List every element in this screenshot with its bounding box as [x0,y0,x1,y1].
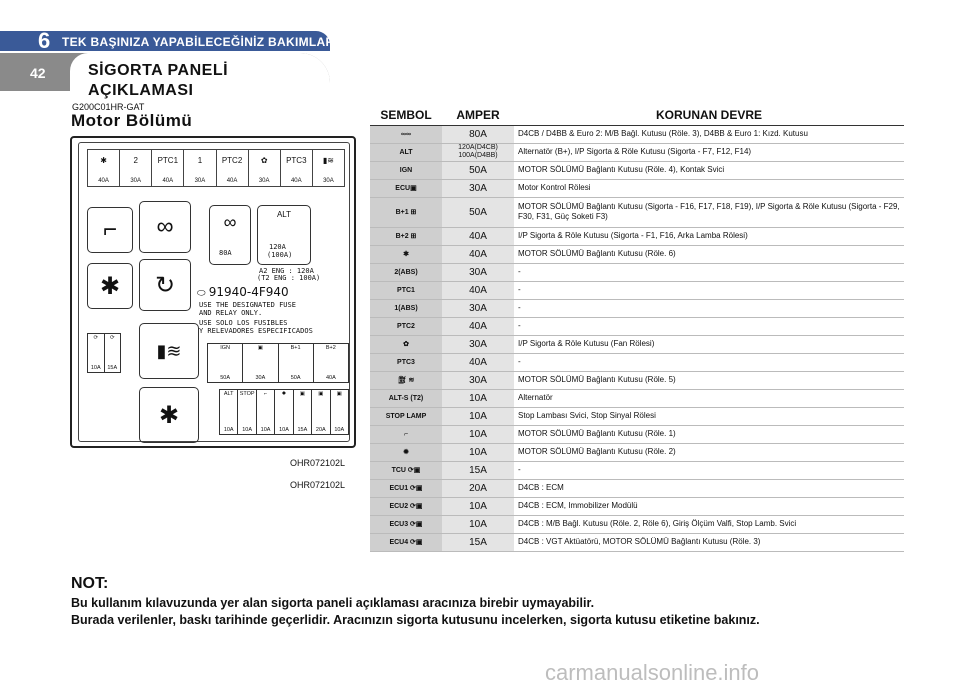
table-row [370,335,904,353]
fuse-box-inner [78,142,350,442]
figure-ref: OHR072102L [290,458,346,468]
fuse-amp: 30A [130,178,142,184]
symbol-cell: 2(ABS) [370,263,442,281]
fuse-amp: 40A [162,178,174,184]
table-row [370,161,904,179]
ecu-icon: ▣ [336,391,342,397]
table-row [370,479,904,497]
description-cell: MOTOR SÖLÜMÜ Bağlantı Kutusu (Röle. 5) [514,371,904,389]
symbol-cell: ECU3 ⟳▣ [370,515,442,533]
header-devre: KORUNAN DEVRE [514,105,904,125]
table-header-row [370,105,904,125]
fuse-label: 1 [197,155,203,165]
description-cell: D4CB / D4BB & Euro 2: M/B Bağl. Kutusu (Röle. 3), D4BB & Euro 1: Kızd. Kutusu [514,125,904,143]
description-cell: - [514,263,904,281]
table-row [370,497,904,515]
figure-ref: OHR072102L [290,480,346,490]
description-cell: D4CB : M/B Bağl. Kutusu (Röle. 2, Röle 6), Giriş Ölçüm Valfi, Stop Lamb. Svici [514,515,904,533]
cooling-icon: ✱ [100,155,107,165]
fuse-amp: 40A [226,178,238,184]
amper-cell: 40A [442,281,514,299]
table-row [370,245,904,263]
symbol-cell: ALT [370,143,442,161]
description-cell: Alternatör (B+), I/P Sigorta & Röle Kutusu (Sigorta - F7, F12, F14) [514,143,904,161]
amper-cell: 20A [442,479,514,497]
amper-cell: 10A [442,515,514,533]
table-row [370,389,904,407]
symbol-cell: TCU ⟳▣ [370,461,442,479]
amper-cell: 30A [442,299,514,317]
fuse-mid-cell: IGN 50A [208,344,243,382]
t2-note: (T2 ENG : 100A) [257,274,321,282]
fuse-box-diagram [70,136,356,448]
fuse-left-cell: ⟳ 10A [88,334,105,372]
amper-cell: 15A [442,461,514,479]
table-row [370,533,904,551]
glow-fuse-block: ∞ [209,205,251,265]
symbol-cell: B+1 ⊞ [370,197,442,227]
glow-fuse-amp: 80A [219,249,232,257]
cooling-relay-icon: ✱ [87,263,133,309]
table-row [370,461,904,479]
description-cell: - [514,299,904,317]
chapter-title: TEK BAŞINIZA YAPABİLECEĞİNİZ BAKIMLAR [62,35,335,49]
table-row [370,197,904,227]
amper-cell: 50A [442,161,514,179]
fuse-amp: 40A [290,178,302,184]
table-row [370,125,904,143]
amper-cell: 120A(D4CB) 100A(D4BB) [442,143,514,161]
fuse-table [370,105,904,552]
warning-line: Y RELEVADORES ESPECIFICADOS [199,327,313,335]
table-row [370,407,904,425]
alt-label: ALT [276,210,292,219]
fuse-top-cell [152,150,184,186]
fuse-mid-cell: ▣ 30A [243,344,278,382]
part-number: ⬭ 91940-4F940 [197,285,289,299]
fan-icon: ✿ [260,155,268,165]
fuse-mid-cell: B+1 50A [279,344,314,382]
a2-note: A2 ENG : 120A [259,267,314,275]
table-row [370,143,904,161]
fuse-amp: 30A [323,178,334,184]
symbol-cell: B+2 ⊞ [370,227,442,245]
symbol-cell: 1(ABS) [370,299,442,317]
amper-cell: 15A [442,533,514,551]
amper-cell: 40A [442,353,514,371]
ecu-icon: ▣ [299,391,305,397]
gear-icon: ✹ [281,391,287,397]
fuse-label: PTC3 [286,155,307,165]
glow-relay-icon: ∞ [139,201,191,253]
document-code: G200C01HR-GAT [72,102,145,112]
amper-cell: 30A [442,263,514,281]
amper-cell: 40A [442,317,514,335]
fuse-amp: 40A [98,178,109,184]
symbol-cell: ✿ [370,335,442,353]
symbol-cell: STOP LAMP [370,407,442,425]
table-row [370,263,904,281]
symbol-cell: ∞∞ [370,125,442,143]
header-amper: AMPER [442,105,514,125]
fuse-mid-cell: B+2 40A [325,345,336,381]
table-row [370,179,904,197]
symbol-cell: PTC1 [370,281,442,299]
table-row [370,371,904,389]
symbol-cell: ECU▣ [370,179,442,197]
fuse-label: 2 [133,155,138,165]
description-cell: MOTOR SÖLÜMÜ Bağlantı Kutusu (Röle. 6) [514,245,904,263]
heater-relay-icon: ▮≋ [139,323,199,379]
fuse-mid-row [207,343,349,383]
watermark: carmanualsonline.info [545,660,760,685]
amper-cell: 10A [442,425,514,443]
ecu-icon: ⟳ [93,335,99,341]
amper-cell: 10A [442,389,514,407]
fuse-bottom-cell: ⌐ 10A [257,390,275,434]
amper-cell: 40A [442,245,514,263]
table-row [370,425,904,443]
alt-amp: 120A [269,243,286,251]
description-cell: Stop Lambası Svici, Stop Sinyal Rölesi [514,407,904,425]
symbol-cell: IGN [370,161,442,179]
symbol-cell: ECU4 ⟳▣ [370,533,442,551]
fuse-bottom-cell: STOP 10A [238,390,256,434]
table-row [370,353,904,371]
description-cell: I/P Sigorta & Röle Kutusu (Fan Rölesi) [514,335,904,353]
symbol-cell: ✹ [370,443,442,461]
fuse-bottom-cell: ✹ 10A [275,390,293,434]
fuse-left-block [87,333,121,373]
subtitle: Motor Bölümü [71,111,193,130]
fuse-bottom-cell: ▣ 20A [312,390,330,434]
description-cell: D4CB : ECM [514,479,904,497]
amper-cell: 30A [442,335,514,353]
fuse-bottom-cell: ▣ 15A [294,390,312,434]
fuse-bottom-cell: ▣ 10A [334,391,345,433]
symbol-cell: ⌐ [370,425,442,443]
description-cell: D4CB : VGT Aktüatörü, MOTOR SÖLÜMÜ Bağlantı Kutusu (Röle. 3) [514,533,904,551]
symbol-cell: PTC2 [370,317,442,335]
fuse-top-cell [184,150,216,186]
fuse-bottom-cell: ALT 10A [220,390,238,434]
description-cell: MOTOR SÖLÜMÜ Bağlantı Kutusu (Röle. 2) [514,443,904,461]
fuse-top-cell [217,150,249,186]
fuse-left-cell: ⟳ 15A [107,335,118,371]
table-row [370,299,904,317]
table-row [370,281,904,299]
description-cell: - [514,317,904,335]
fuse-top-cell [120,150,152,186]
description-cell: Motor Kontrol Rölesi [514,179,904,197]
starter-relay-icon: ✱ [139,387,199,443]
note-line-2: Burada verilenler, baskı tarihinde geçerlidir. Aracınızın sigorta kutusunu incelerken, sigorta kutusu etiketine bakınız. [71,613,760,627]
horn-relay-icon: ⌐ [87,207,133,253]
description-cell: MOTOR SÖLÜMÜ Bağlantı Kutusu (Röle. 1) [514,425,904,443]
note-title: NOT: [71,575,109,592]
table-row [370,443,904,461]
symbol-cell: ✱ [370,245,442,263]
fuse-top-cell [249,150,281,186]
fuse-amp: 30A [258,178,270,184]
description-cell: D4CB : ECM, Immobilizer Modülü [514,497,904,515]
fuse-top-row [87,149,345,187]
header-symbol: SEMBOL [370,105,442,125]
fuse-top-cell [281,150,313,186]
description-cell: MOTOR SÖLÜMÜ Bağlantı Kutusu (Sigorta - F16, F17, F18, F19), I/P Sigorta & Röle Kutusu (Sigorta - F29, F30, F31, Güç Soketi F3) [514,197,904,227]
warning-line: USE SOLO LOS FUSIBLES [199,319,288,327]
fuse-bottom-row [219,389,349,435]
warning-line: USE THE DESIGNATED FUSE [199,301,296,309]
symbol-cell: ALT-S (T2) [370,389,442,407]
ecu-icon: ▣ [257,345,263,351]
page-number: 42 [30,65,46,81]
note-line-1: Bu kullanım kılavuzunda yer alan sigorta paneli açıklaması aracınıza birebir uymayabilir. [71,596,595,610]
alt-amp-alt: (100A) [267,251,293,259]
symbol-cell: ⛽︎ ≋ [370,371,442,389]
symbol-cell: ECU2 ⟳▣ [370,497,442,515]
fuel-heater-icon: ▮≋ [322,155,334,165]
description-cell: MOTOR SÖLÜMÜ Bağlantı Kutusu (Röle. 4), Kontak Svici [514,161,904,179]
symbol-cell: PTC3 [370,353,442,371]
fuse-top-cell [313,150,344,186]
table-row [370,515,904,533]
description-cell: - [514,281,904,299]
amper-cell: 10A [442,497,514,515]
section-title: SİGORTA PANELİ AÇIKLAMASI [88,62,229,99]
amper-cell: 80A [442,125,514,143]
description-cell: - [514,353,904,371]
amper-cell: 10A [442,443,514,461]
table-row [370,227,904,245]
fuse-label: PTC1 [157,155,179,165]
amper-cell: 10A [442,407,514,425]
symbol-cell: ECU1 ⟳▣ [370,479,442,497]
description-cell: - [514,461,904,479]
fuse-top-cell [88,150,120,186]
amper-cell: 40A [442,227,514,245]
amper-cell: 50A [442,197,514,227]
chapter-number: 6 [38,28,51,53]
ecu-icon: ▣ [318,391,324,397]
horn-icon: ⌐ [263,391,268,397]
warning-line: AND RELAY ONLY. [199,309,263,317]
fuse-label: PTC2 [221,155,243,165]
amper-cell: 30A [442,179,514,197]
description-cell: I/P Sigorta & Röle Kutusu (Sigorta - F1, F16, Arka Lamba Rölesi) [514,227,904,245]
ecu-icon: ⟳ [109,335,115,341]
amper-cell: 30A [442,371,514,389]
fuse-amp: 30A [194,178,206,184]
table-row [370,317,904,335]
description-cell: Alternatör [514,389,904,407]
rotate-relay-icon: ↻ [139,259,191,311]
